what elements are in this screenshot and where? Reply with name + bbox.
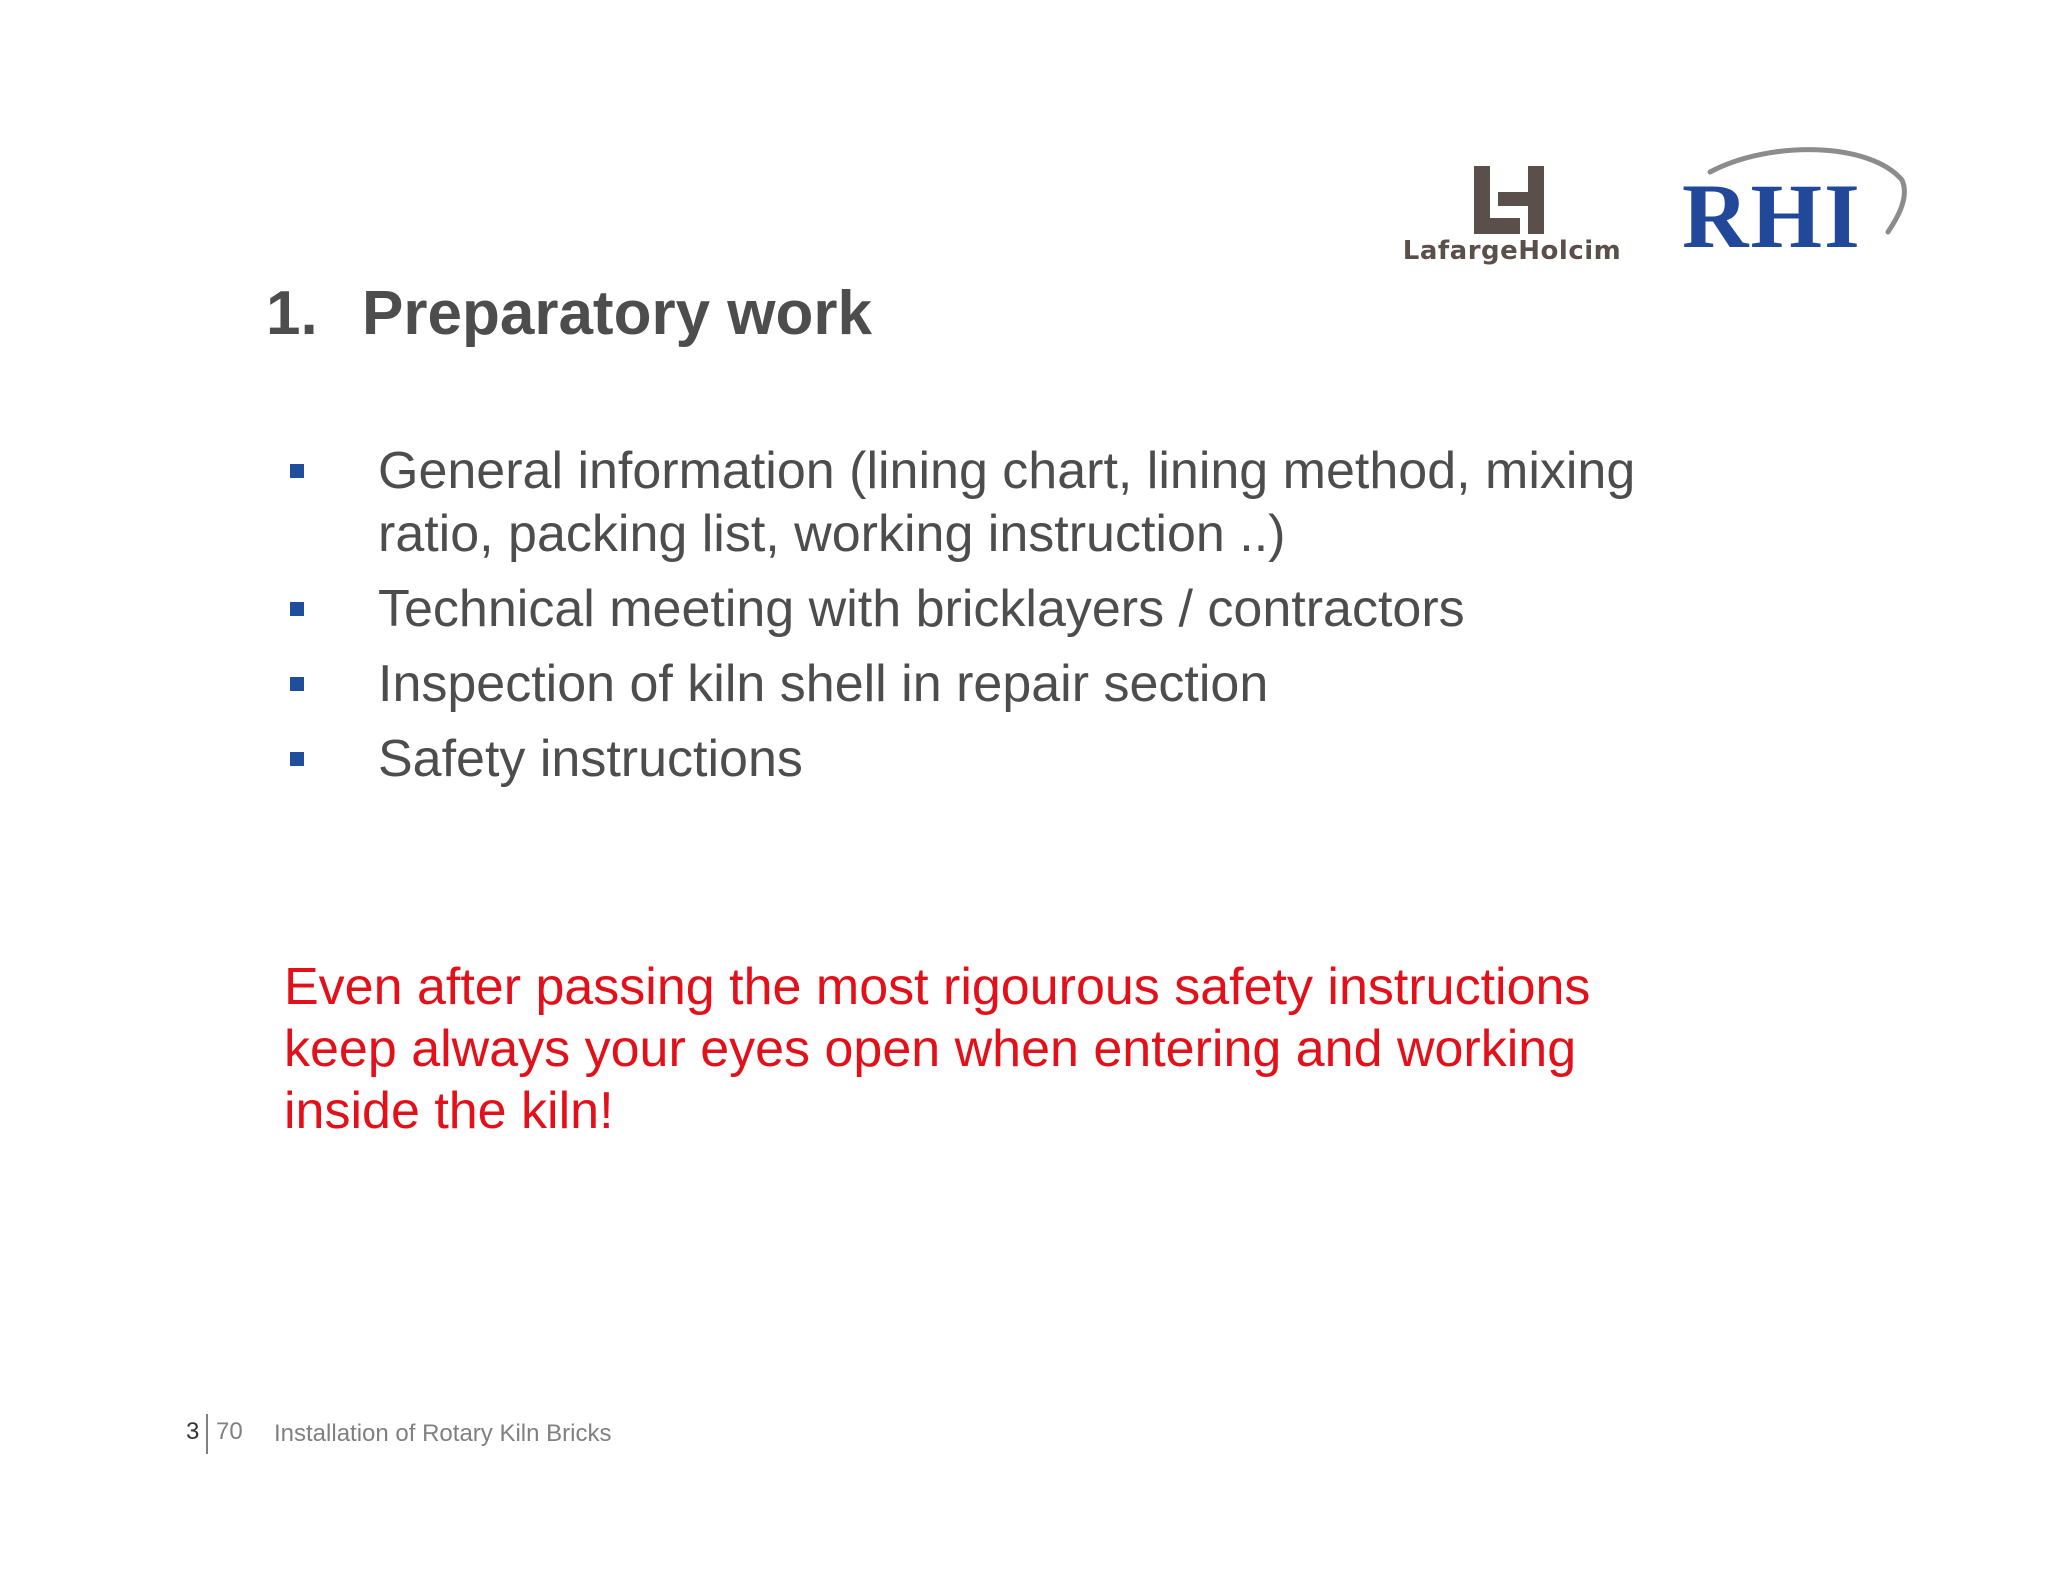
page-title: [266, 280, 872, 348]
list-item: [286, 578, 1706, 641]
lafargeholcim-mark-icon: [1474, 166, 1544, 234]
list-item-text: Technical meeting with bricklayers / contractors: [378, 580, 1465, 638]
list-item: [286, 440, 1706, 566]
list-item: [286, 653, 1706, 716]
document-title: Installation of Rotary Kiln Bricks: [274, 1420, 612, 1447]
rhi-logo: [1670, 140, 1910, 270]
footer-divider: [206, 1414, 208, 1454]
square-bullet-icon: [290, 752, 304, 766]
list-item-text: General information (lining chart, lining method, mixing ratio, packing list, working instruction ..): [378, 442, 1636, 563]
lafargeholcim-wordmark: LafargeHolcim: [1402, 236, 1622, 266]
lafargeholcim-logo: [1402, 162, 1622, 282]
list-item: [286, 728, 1706, 791]
bullet-list: [286, 440, 1706, 803]
safety-warning: Even after passing the most rigourous safety instructions keep always your eyes open when entering and working inside the kiln!: [284, 958, 1591, 1140]
square-bullet-icon: [290, 464, 304, 478]
rhi-wordmark: RHI: [1682, 165, 1862, 267]
title-number: 1.: [266, 279, 318, 348]
square-bullet-icon: [290, 602, 304, 616]
square-bullet-icon: [290, 677, 304, 691]
list-item-text: Inspection of kiln shell in repair section: [378, 655, 1269, 713]
page-number: 3: [186, 1418, 200, 1445]
title-text: Preparatory work: [362, 279, 872, 348]
page-total: 70: [216, 1418, 243, 1445]
list-item-text: Safety instructions: [378, 730, 803, 788]
